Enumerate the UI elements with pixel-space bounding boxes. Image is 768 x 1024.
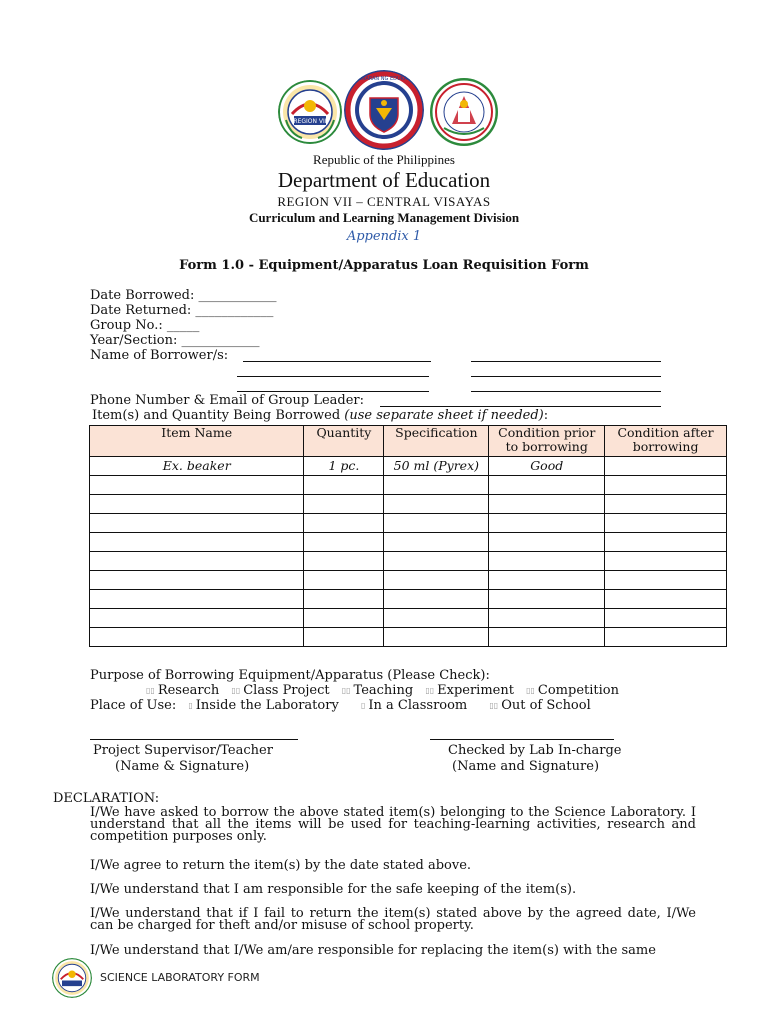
cell-spec[interactable] [384,609,489,628]
place-of-use-row [90,698,591,713]
option-research: Research [157,683,220,698]
borrowers-label: Name of Borrower/s: [90,348,229,363]
cell-quantity[interactable] [304,552,384,571]
checkbox-experiment[interactable]: ▯▯ [425,686,435,695]
checkbox-competition[interactable]: ▯▯ [526,686,535,695]
cell-quantity[interactable] [304,495,384,514]
cell-quantity[interactable] [304,514,384,533]
place-out-of-school: Out of School [501,698,591,713]
lab-incharge-title: Checked by Lab In-charge [448,743,622,758]
form-title: Form 1.0 - Equipment/Apparatus Loan Requisition Form [179,258,589,273]
date-borrowed-field[interactable]: Date Borrowed: ____________ [90,288,277,303]
cell-prior[interactable] [489,495,605,514]
division-heading: Curriculum and Learning Management Division [248,210,520,225]
cell-spec[interactable] [384,590,489,609]
place-inside-lab: Inside the Laboratory [195,698,339,713]
declaration-paragraph-3: I/We understand that I am responsible for the safe keeping of the item(s). [90,882,577,897]
cell-after[interactable] [605,609,727,628]
items-caption: Item(s) and Quantity Being Borrowed (use separate sheet if needed): [92,408,549,423]
col-condition-after: Condition after borrowing [605,426,727,457]
declaration-paragraph-1: I/We have asked to borrow the above stated item(s) belonging to the Science Laboratory. I understand that all the items will be used for teaching-learning activities, research and competition purposes only. [90,805,696,844]
borrower-line-2[interactable] [471,361,661,362]
lab-incharge-signature-line[interactable] [430,739,614,740]
items-table [89,425,727,647]
cell-prior[interactable] [489,552,605,571]
checkbox-classroom[interactable]: ▯ [360,701,366,710]
phone-email-line[interactable] [380,406,661,407]
footer-region-seal [52,958,92,998]
cell-spec[interactable] [384,476,489,495]
appendix-label: Appendix 1 [346,229,422,244]
borrower-line-3[interactable] [237,376,429,377]
borrower-line-1[interactable] [243,361,431,362]
cell-item[interactable] [90,571,304,590]
cell-prior[interactable] [489,533,605,552]
purpose-options [138,683,619,698]
borrower-line-6[interactable] [471,391,661,392]
republic-heading: Republic of the Philippines [313,152,455,167]
place-classroom: In a Classroom [368,698,468,713]
option-teaching: Teaching [353,683,414,698]
supervisor-subtitle: (Name & Signature) [115,759,250,774]
items-caption-note: (use separate sheet if needed) [344,408,544,423]
cell-after [605,457,727,476]
borrower-line-5[interactable] [237,391,429,392]
cell-quantity[interactable] [304,533,384,552]
table-row[interactable] [90,495,727,514]
declaration-paragraph-5: I/We understand that I/We am/are responsible for replacing the item(s) with the same [90,943,656,958]
checkbox-teaching[interactable]: ▯▯ [341,686,351,695]
cell-prior[interactable] [489,514,605,533]
cell-item[interactable] [90,628,304,647]
lab-incharge-subtitle: (Name and Signature) [452,759,600,774]
region-seal-label: REGION VII [293,118,327,125]
col-condition-prior: Condition prior to borrowing [489,426,605,457]
cell-prior: Good [489,457,605,476]
option-competition: Competition [537,683,619,698]
checkbox-class-project[interactable]: ▯▯ [231,686,241,695]
table-row[interactable] [90,533,727,552]
cell-after[interactable] [605,476,727,495]
cell-after[interactable] [605,533,727,552]
cell-prior[interactable] [489,628,605,647]
cell-prior[interactable] [489,609,605,628]
col-quantity: Quantity [304,426,384,457]
checkbox-research[interactable]: ▯▯ [146,686,155,695]
cell-quantity[interactable] [304,571,384,590]
cell-item[interactable] [90,476,304,495]
phone-email-label: Phone Number & Email of Group Leader: [90,393,365,408]
cell-after[interactable] [605,571,727,590]
cell-spec[interactable] [384,628,489,647]
cell-prior[interactable] [489,476,605,495]
place-label: Place of Use: [90,698,177,713]
cell-item[interactable] [90,590,304,609]
borrower-line-4[interactable] [471,376,661,377]
cell-after[interactable] [605,628,727,647]
cell-after[interactable] [605,552,727,571]
cell-item[interactable] [90,552,304,571]
cell-quantity[interactable] [304,609,384,628]
cell-spec[interactable] [384,514,489,533]
year-section-field[interactable]: Year/Section: ____________ [90,333,260,348]
cell-spec[interactable] [384,533,489,552]
cell-spec: 50 ml (Pyrex) [384,457,489,476]
cell-quantity[interactable] [304,476,384,495]
region-vii-seal [278,80,342,144]
table-row[interactable] [90,514,727,533]
date-returned-field[interactable]: Date Returned: ____________ [90,303,274,318]
cell-prior[interactable] [489,590,605,609]
cell-item: Ex. beaker [90,457,304,476]
declaration-paragraph-2: I/We agree to return the item(s) by the date stated above. [90,858,472,873]
cell-quantity: 1 pc. [304,457,384,476]
cell-item[interactable] [90,495,304,514]
cell-spec[interactable] [384,495,489,514]
cell-prior[interactable] [489,571,605,590]
cell-spec[interactable] [384,552,489,571]
cell-item[interactable] [90,609,304,628]
cell-spec[interactable] [384,571,489,590]
table-row[interactable] [90,609,727,628]
table-row[interactable] [90,628,727,647]
supervisor-signature-line[interactable] [90,739,298,740]
department-heading: Department of Education [277,168,491,192]
table-row[interactable] [90,476,727,495]
cell-after[interactable] [605,590,727,609]
cell-item[interactable] [90,533,304,552]
science-office-seal [430,78,498,146]
option-class-project: Class Project [243,683,330,698]
purpose-title: Purpose of Borrowing Equipment/Apparatus (Please Check): [90,668,490,683]
cell-quantity[interactable] [304,590,384,609]
deped-seal [344,70,424,150]
table-row [90,457,727,476]
option-experiment: Experiment [437,683,514,698]
table-row[interactable] [90,571,727,590]
checkbox-out-of-school[interactable]: ▯▯ [489,701,499,710]
table-row[interactable] [90,590,727,609]
group-no-field[interactable]: Group No.: _____ [90,318,200,333]
cell-after[interactable] [605,514,727,533]
declaration-paragraph-4: I/We understand that if I fail to return the item(s) stated above by the agreed date, I/We can be charged for theft and/or misuse of school property. [90,906,696,933]
col-item-name: Item Name [90,426,304,457]
deped-seal-label: KAGAWARAN NG EDUKASYON [347,76,421,82]
cell-after[interactable] [605,495,727,514]
col-specification: Specification [384,426,489,457]
cell-quantity[interactable] [304,628,384,647]
footer-label: SCIENCE LABORATORY FORM [100,971,260,984]
table-row[interactable] [90,552,727,571]
table-header-row [90,426,727,457]
checkbox-inside-lab[interactable]: ▯ [188,701,193,710]
region-heading: REGION VII – CENTRAL VISAYAS [277,194,491,209]
declaration-heading: DECLARATION: [53,791,160,806]
cell-item[interactable] [90,514,304,533]
supervisor-title: Project Supervisor/Teacher [93,743,273,758]
